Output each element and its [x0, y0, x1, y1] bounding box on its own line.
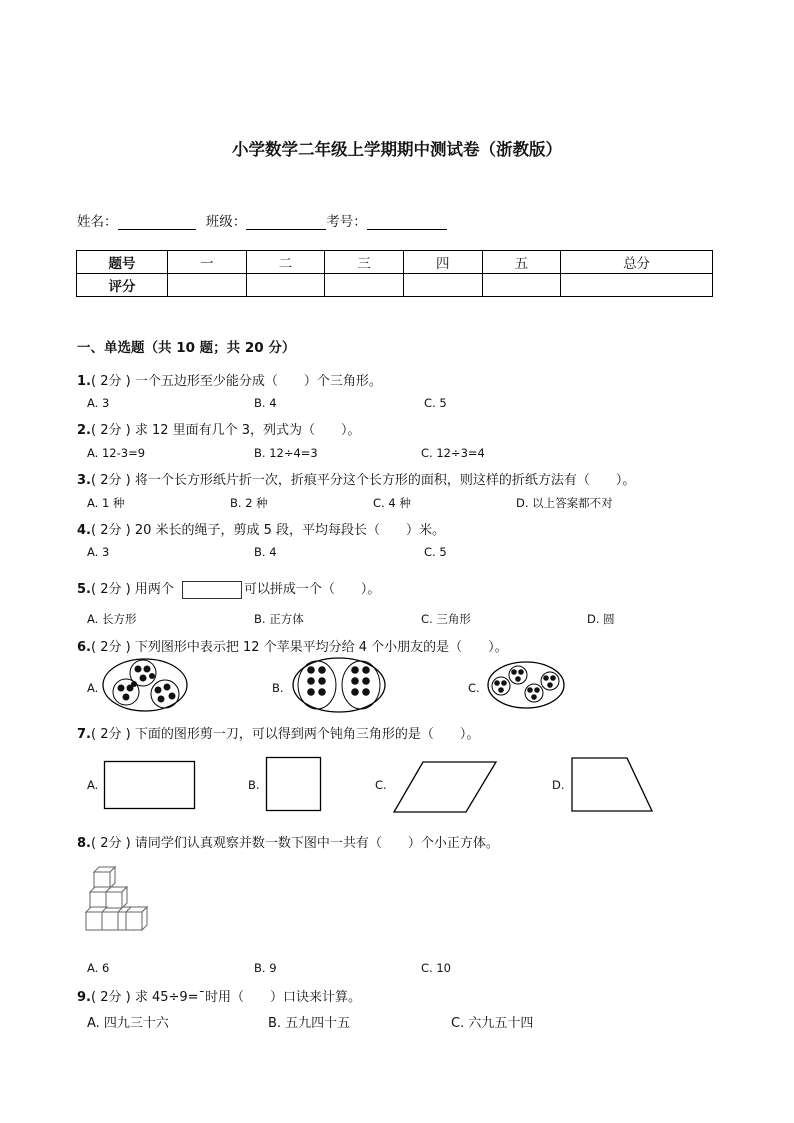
option[interactable]: C. 三角形 [421, 612, 471, 626]
score-cell[interactable] [561, 274, 713, 297]
option[interactable]: B. 正方体 [254, 612, 304, 626]
section-heading: 一、单选题（共 10 题；共 20 分） [77, 340, 296, 356]
question-number: 5. [77, 582, 91, 597]
option[interactable]: C. [468, 681, 480, 695]
question-1 [77, 370, 382, 389]
square-shape [266, 757, 322, 812]
question-6 [77, 636, 508, 655]
question-text: 下面的图形剪一刀，可以得到两个钝角三角形的是（ ）。 [134, 727, 480, 742]
option[interactable]: A. 6 [87, 961, 110, 975]
table-cell: 二 [246, 251, 325, 274]
question-text: 将一个长方形纸片折一次，折痕平分这个长方形的面积，则这样的折纸方法有（ ）。 [134, 473, 636, 488]
question-points: ( 2分 ) [90, 836, 131, 851]
question-text: 请同学们认真观察并数一数下图中一共有（ ）个小正方体。 [134, 836, 499, 851]
option[interactable]: C. 10 [421, 961, 451, 975]
question-points: ( 2分 ) [90, 640, 131, 655]
question-2 [77, 419, 361, 438]
option[interactable]: C. 12÷3=4 [421, 446, 485, 460]
table-cell: 题号 [77, 251, 168, 274]
option[interactable]: A. 四九三十六 [87, 1016, 169, 1031]
class-field[interactable] [246, 215, 326, 230]
question-text: 用两个 [134, 582, 174, 597]
table-cell: 三 [325, 251, 404, 274]
table-cell: 四 [403, 251, 482, 274]
score-cell[interactable] [246, 274, 325, 297]
table-cell: 总分 [561, 251, 713, 274]
trapezoid-shape [571, 757, 653, 813]
question-3 [77, 469, 635, 488]
option[interactable]: B. 4 [254, 545, 277, 559]
question-number: 8. [77, 836, 91, 851]
exam-label: 考号： [326, 214, 367, 230]
question-text: 下列图形中表示把 12 个苹果平均分给 4 个小朋友的是（ ）。 [134, 640, 508, 655]
table-cell: 评分 [77, 274, 168, 297]
question-number: 4. [77, 523, 91, 538]
question-points: ( 2分 ) [90, 523, 131, 538]
score-table-score-row [77, 274, 713, 297]
name-field[interactable] [118, 215, 196, 230]
score-table [76, 250, 713, 297]
score-cell[interactable] [482, 274, 561, 297]
option[interactable]: B. 12÷4=3 [254, 446, 318, 460]
option[interactable]: D. 圆 [587, 612, 615, 626]
option[interactable]: D. 以上答案都不对 [516, 496, 613, 510]
question-text: 求 12 里面有几个 3，列式为（ ）。 [134, 423, 361, 438]
option[interactable]: C. [375, 778, 387, 792]
table-cell: 五 [482, 251, 561, 274]
rectangle-shape [104, 761, 196, 809]
apples-figure-c [486, 660, 566, 710]
page-title: 小学数学二年级上学期期中测试卷（浙教版） [232, 140, 562, 159]
option[interactable]: D. [552, 778, 565, 792]
option[interactable]: B. 9 [254, 961, 277, 975]
apples-figure-a [100, 656, 190, 714]
question-4 [77, 519, 445, 538]
class-label: 班级： [205, 214, 247, 230]
table-cell: 一 [168, 251, 247, 274]
score-cell[interactable] [325, 274, 404, 297]
rectangle-figure [182, 581, 242, 599]
question-points: ( 2分 ) [90, 727, 131, 742]
option[interactable]: B. [248, 778, 260, 792]
exam-field[interactable] [367, 215, 447, 230]
question-text: 一个五边形至少能分成（ ）个三角形。 [134, 374, 382, 389]
question-number: 1. [77, 374, 91, 389]
score-table-header-row [77, 251, 713, 274]
question-points: ( 2分 ) [90, 990, 131, 1005]
question-points: ( 2分 ) [90, 374, 131, 389]
option[interactable]: A. [87, 778, 99, 792]
question-number: 7. [77, 727, 91, 742]
question-9 [77, 986, 361, 1005]
option[interactable]: B. 4 [254, 396, 277, 410]
question-points: ( 2分 ) [90, 582, 131, 597]
option[interactable]: C. 5 [424, 396, 447, 410]
option[interactable]: B. 五九四十五 [268, 1016, 351, 1031]
parallelogram-shape [393, 761, 497, 813]
option[interactable]: C. 六九五十四 [451, 1016, 534, 1031]
option[interactable]: B. [272, 681, 284, 695]
question-points: ( 2分 ) [90, 423, 131, 438]
option[interactable]: A. 3 [87, 396, 110, 410]
score-cell[interactable] [403, 274, 482, 297]
question-number: 6. [77, 640, 91, 655]
question-number: 9. [77, 990, 91, 1005]
option[interactable]: C. 5 [424, 545, 447, 559]
question-text: 求 45÷9=¯时用（ ）口诀来计算。 [134, 990, 362, 1005]
question-points: ( 2分 ) [90, 473, 131, 488]
apples-figure-b [291, 656, 387, 714]
question-5 [77, 578, 380, 599]
student-info [77, 210, 447, 230]
option[interactable]: A. 长方形 [87, 612, 137, 626]
option[interactable]: C. 4 种 [373, 496, 411, 510]
option[interactable]: A. 3 [87, 545, 110, 559]
question-text: 20 米长的绳子，剪成 5 段，平均每段长（ ）米。 [134, 523, 446, 538]
question-7 [77, 723, 479, 742]
option[interactable]: A. [87, 681, 99, 695]
option[interactable]: A. 12-3=9 [87, 446, 146, 460]
option[interactable]: A. 1 种 [87, 496, 125, 510]
question-text: 可以拼成一个（ ）。 [243, 582, 381, 597]
option[interactable]: B. 2 种 [230, 496, 268, 510]
question-number: 2. [77, 423, 91, 438]
question-number: 3. [77, 473, 91, 488]
cubes-figure [82, 864, 152, 940]
question-8 [77, 832, 499, 851]
score-cell[interactable] [168, 274, 247, 297]
name-label: 姓名： [77, 214, 118, 230]
